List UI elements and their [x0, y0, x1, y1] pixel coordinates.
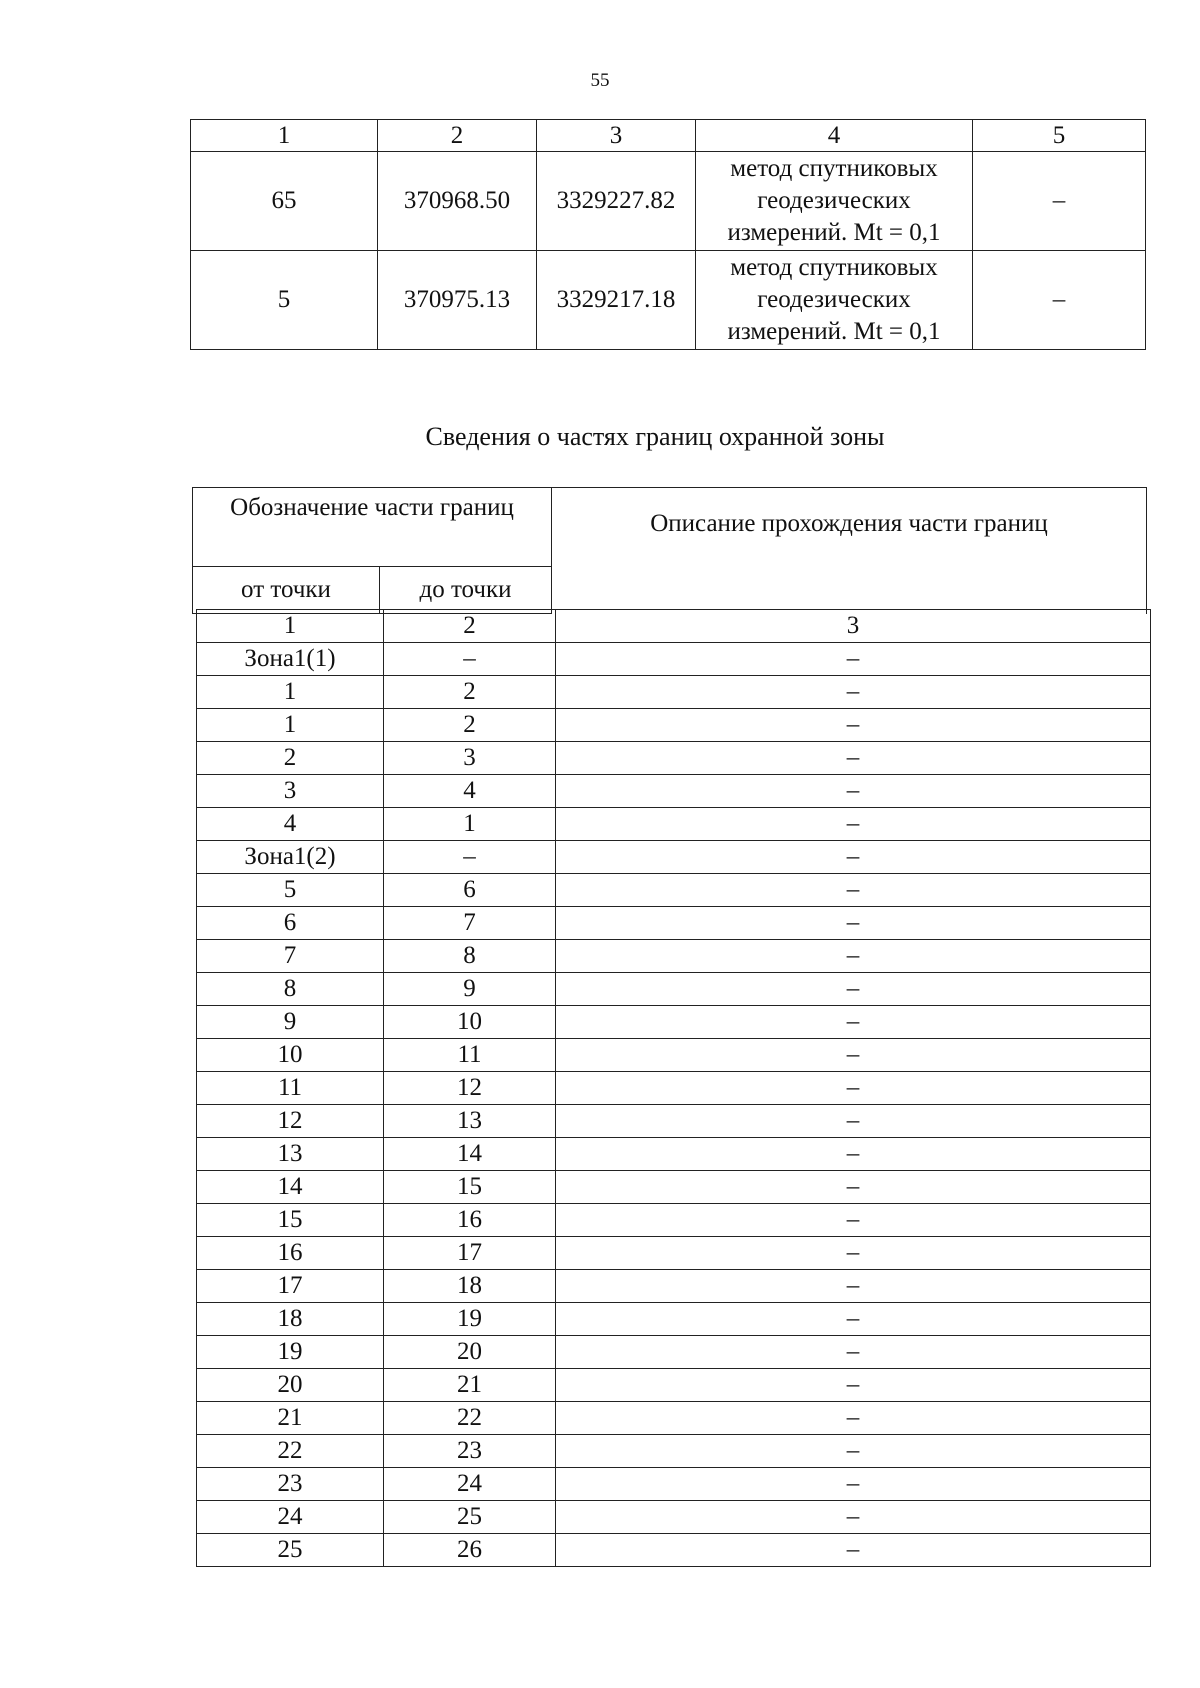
- from-point: 15: [197, 1204, 384, 1237]
- to-point: 17: [384, 1237, 556, 1270]
- from-point: 24: [197, 1501, 384, 1534]
- column-number: 1: [197, 610, 384, 643]
- to-point: 2: [384, 709, 556, 742]
- coordinates-table: [190, 119, 1146, 350]
- part-description: –: [556, 1138, 1151, 1171]
- table-row: [197, 1072, 1151, 1105]
- to-point: 22: [384, 1402, 556, 1435]
- from-point: 17: [197, 1270, 384, 1303]
- to-point: 9: [384, 973, 556, 1006]
- from-point: 4: [197, 808, 384, 841]
- to-point: 23: [384, 1435, 556, 1468]
- part-description: –: [556, 1204, 1151, 1237]
- method-description: метод спутниковых геодезических измерений. Mt = 0,1: [696, 251, 973, 350]
- from-point: 1: [197, 676, 384, 709]
- to-point: 14: [384, 1138, 556, 1171]
- y-coordinate: 3329217.18: [537, 251, 696, 350]
- part-description: –: [556, 1105, 1151, 1138]
- point-number: 65: [191, 152, 378, 251]
- to-point: 18: [384, 1270, 556, 1303]
- table-row: [191, 152, 1146, 251]
- from-point: 20: [197, 1369, 384, 1402]
- part-description: –: [556, 1006, 1151, 1039]
- to-point: 20: [384, 1336, 556, 1369]
- part-description: –: [556, 874, 1151, 907]
- column-number-row: [197, 610, 1151, 643]
- description-header: Описание прохождения части границ: [552, 488, 1147, 614]
- part-description: –: [556, 775, 1151, 808]
- table-row: [197, 841, 1151, 874]
- to-point: 7: [384, 907, 556, 940]
- method-description: метод спутниковых геодезических измерений. Mt = 0,1: [696, 152, 973, 251]
- note-cell: –: [973, 251, 1146, 350]
- from-point: 1: [197, 709, 384, 742]
- table-row: [197, 973, 1151, 1006]
- part-description: –: [556, 742, 1151, 775]
- to-point: 25: [384, 1501, 556, 1534]
- x-coordinate: 370975.13: [378, 251, 537, 350]
- parts-table-header: [192, 487, 1147, 614]
- table-row: [197, 1369, 1151, 1402]
- from-point: 9: [197, 1006, 384, 1039]
- table-row: [197, 1006, 1151, 1039]
- table-header-row: [191, 120, 1146, 152]
- from-point-header: от точки: [193, 567, 380, 614]
- header-cell: 5: [973, 120, 1146, 152]
- part-description: –: [556, 1468, 1151, 1501]
- part-description: –: [556, 907, 1151, 940]
- to-point: 13: [384, 1105, 556, 1138]
- to-point: 10: [384, 1006, 556, 1039]
- header-cell: 1: [191, 120, 378, 152]
- to-point: 2: [384, 676, 556, 709]
- table-row: [197, 1204, 1151, 1237]
- part-description: –: [556, 973, 1151, 1006]
- section-title: Сведения о частях границ охранной зоны: [425, 422, 885, 451]
- to-point: 19: [384, 1303, 556, 1336]
- part-description: –: [556, 1039, 1151, 1072]
- from-point: 7: [197, 940, 384, 973]
- table-row: [197, 1039, 1151, 1072]
- to-point: –: [384, 643, 556, 676]
- header-cell: 3: [537, 120, 696, 152]
- table-row: [197, 775, 1151, 808]
- table-row: [197, 1270, 1151, 1303]
- from-point: 11: [197, 1072, 384, 1105]
- part-description: –: [556, 1501, 1151, 1534]
- from-point: 2: [197, 742, 384, 775]
- from-point: 12: [197, 1105, 384, 1138]
- to-point: 4: [384, 775, 556, 808]
- table-row: [197, 1303, 1151, 1336]
- to-point: 3: [384, 742, 556, 775]
- part-description: –: [556, 676, 1151, 709]
- from-point: Зона1(2): [197, 841, 384, 874]
- part-description: –: [556, 709, 1151, 742]
- from-point: 22: [197, 1435, 384, 1468]
- table-row: [197, 742, 1151, 775]
- from-point: 8: [197, 973, 384, 1006]
- from-point: Зона1(1): [197, 643, 384, 676]
- table-row: [197, 1435, 1151, 1468]
- part-description: –: [556, 1336, 1151, 1369]
- to-point: 1: [384, 808, 556, 841]
- from-point: 6: [197, 907, 384, 940]
- part-description: –: [556, 1171, 1151, 1204]
- table-row: [197, 709, 1151, 742]
- from-point: 23: [197, 1468, 384, 1501]
- note-cell: –: [973, 152, 1146, 251]
- from-point: 14: [197, 1171, 384, 1204]
- table-row: [197, 940, 1151, 973]
- from-point: 16: [197, 1237, 384, 1270]
- from-point: 25: [197, 1534, 384, 1567]
- from-point: 19: [197, 1336, 384, 1369]
- point-number: 5: [191, 251, 378, 350]
- part-description: –: [556, 841, 1151, 874]
- table-row: [197, 874, 1151, 907]
- table-row: [197, 1237, 1151, 1270]
- from-point: 18: [197, 1303, 384, 1336]
- to-point: 16: [384, 1204, 556, 1237]
- y-coordinate: 3329227.82: [537, 152, 696, 251]
- from-point: 5: [197, 874, 384, 907]
- to-point: 26: [384, 1534, 556, 1567]
- parts-table: [196, 609, 1151, 1567]
- part-description: –: [556, 940, 1151, 973]
- table-row: [197, 1105, 1151, 1138]
- to-point: 6: [384, 874, 556, 907]
- to-point: 15: [384, 1171, 556, 1204]
- header-cell: 4: [696, 120, 973, 152]
- table-row: [197, 1138, 1151, 1171]
- table-row: [197, 1171, 1151, 1204]
- to-point: 11: [384, 1039, 556, 1072]
- part-designation-header: Обозначение части границ: [193, 488, 552, 567]
- part-description: –: [556, 1369, 1151, 1402]
- part-description: –: [556, 808, 1151, 841]
- part-description: –: [556, 1534, 1151, 1567]
- table-row: [197, 907, 1151, 940]
- table-row: [191, 251, 1146, 350]
- from-point: 13: [197, 1138, 384, 1171]
- table-row: [197, 1468, 1151, 1501]
- table-row: [197, 808, 1151, 841]
- from-point: 3: [197, 775, 384, 808]
- column-number: 2: [384, 610, 556, 643]
- table-row: [197, 676, 1151, 709]
- part-description: –: [556, 1303, 1151, 1336]
- part-description: –: [556, 1270, 1151, 1303]
- x-coordinate: 370968.50: [378, 152, 537, 251]
- column-number: 3: [556, 610, 1151, 643]
- part-description: –: [556, 1072, 1151, 1105]
- to-point: 12: [384, 1072, 556, 1105]
- table-row: [197, 1534, 1151, 1567]
- header-cell: 2: [378, 120, 537, 152]
- table-row: [197, 643, 1151, 676]
- table-row: [197, 1501, 1151, 1534]
- from-point: 10: [197, 1039, 384, 1072]
- table-row: [197, 1336, 1151, 1369]
- to-point: –: [384, 841, 556, 874]
- from-point: 21: [197, 1402, 384, 1435]
- to-point-header: до точки: [380, 567, 552, 614]
- to-point: 8: [384, 940, 556, 973]
- part-description: –: [556, 1237, 1151, 1270]
- page-number: 55: [590, 70, 610, 91]
- header-row-group: [193, 488, 1147, 567]
- table-row: [197, 1402, 1151, 1435]
- part-description: –: [556, 1435, 1151, 1468]
- part-description: –: [556, 643, 1151, 676]
- to-point: 24: [384, 1468, 556, 1501]
- to-point: 21: [384, 1369, 556, 1402]
- part-description: –: [556, 1402, 1151, 1435]
